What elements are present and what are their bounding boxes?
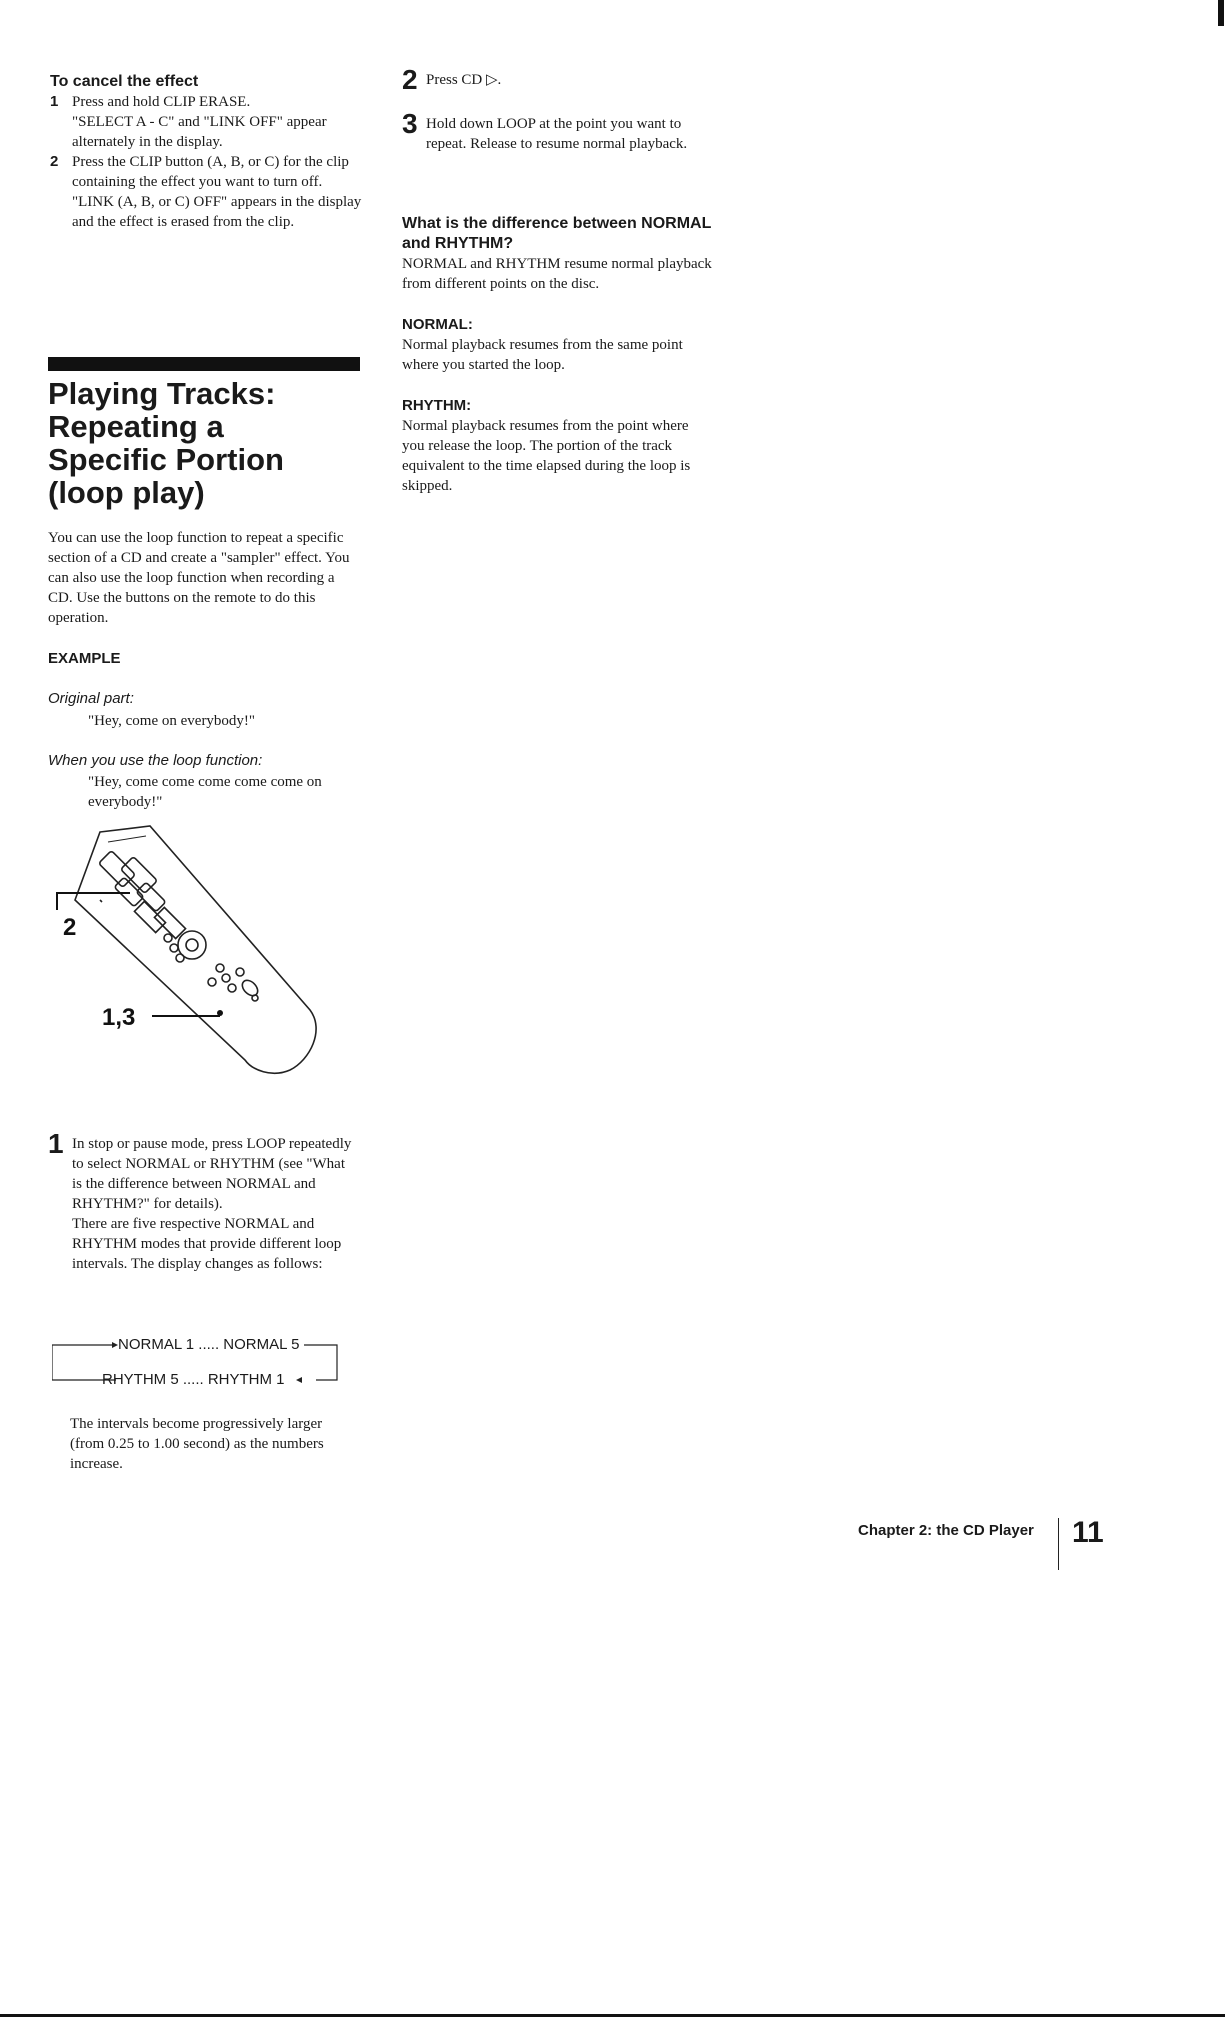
section-rule: [48, 357, 360, 371]
callout-dot: [217, 1010, 223, 1016]
step-number: 2: [50, 153, 59, 170]
rhythm-heading: RHYTHM:: [402, 397, 472, 414]
loop-function-label: When you use the loop function:: [48, 752, 263, 769]
original-part-text: "Hey, come on everybody!": [88, 713, 256, 729]
difference-heading: What is the difference between NORMAL and RHYTHM?: [402, 215, 712, 252]
callout-2-label: 2: [63, 914, 77, 941]
difference-section: [402, 214, 712, 294]
step-text: In stop or pause mode, press LOOP repeatedly to select NORMAL or RHYTHM (see "What is the difference between NORMAL and RHYTHM?" for details).: [72, 1136, 352, 1212]
normal-text: Normal playback resumes from the same point where you started the loop.: [402, 337, 683, 373]
loop-step-1: [48, 1128, 358, 1274]
step-number: 3: [402, 108, 418, 139]
rhythm-text: Normal playback resumes from the point where you release the loop. The portion of the track equivalent to the time elapsed during the loop is skipped.: [402, 418, 691, 494]
step-number: 1: [48, 1128, 64, 1159]
step-text: Hold down LOOP at the point you want to repeat. Release to resume normal playback.: [426, 116, 688, 152]
loop-function-text: "Hey, come come come come come on everybody!": [88, 774, 322, 810]
normal-section: [402, 315, 702, 375]
section-title: Playing Tracks: Repeating a Specific Portion (loop play): [48, 376, 284, 510]
example-heading: EXAMPLE: [48, 650, 121, 667]
step-note: "LINK (A, B, or C) OFF" appears in the display and the effect is erased from the clip.: [72, 194, 362, 230]
cancel-step-1: [50, 92, 370, 152]
remote-control-icon: [75, 826, 316, 1073]
loop-step-2: [402, 64, 722, 95]
step-note: "SELECT A - C" and "LINK OFF" appear alternately in the display.: [72, 114, 327, 150]
difference-text: NORMAL and RHYTHM resume normal playback from different points on the disc.: [402, 256, 712, 292]
step-number: 2: [402, 64, 418, 95]
cancel-effect-section: [50, 72, 370, 232]
remote-control-figure: [40, 820, 340, 1080]
callout-13-label: 1,3: [102, 1004, 136, 1031]
original-part-label: Original part:: [48, 690, 134, 707]
intro-paragraph: You can use the loop function to repeat a specific section of a CD and create a "sampler" effect. You can also use the loop function when recording a CD. Use the buttons on the remote to do this operation.: [48, 530, 350, 626]
edge-mark: [1218, 0, 1224, 26]
page-number: 11: [1072, 1516, 1104, 1549]
step-number: 1: [50, 93, 59, 110]
cycle-rhythm-row: RHYTHM 5 ..... RHYTHM 1: [102, 1371, 285, 1388]
cancel-heading: To cancel the effect: [50, 73, 199, 90]
step-text-2: There are five respective NORMAL and RHYTHM modes that provide different loop intervals. The display changes as follows:: [72, 1216, 342, 1272]
footer-divider: [1058, 1518, 1059, 1570]
cancel-step-2: [50, 152, 370, 232]
callout-lines: [57, 893, 220, 1016]
step-text: Press CD ▷.: [426, 72, 502, 88]
cycle-normal-row: NORMAL 1 ..... NORMAL 5: [118, 1336, 300, 1353]
chapter-label: Chapter 2: the CD Player: [858, 1522, 1034, 1539]
mode-cycle-diagram: [52, 1338, 340, 1388]
normal-heading: NORMAL:: [402, 316, 473, 333]
rhythm-section: [402, 396, 702, 496]
loop-step-3: [402, 108, 722, 154]
step-text: Press and hold CLIP ERASE.: [72, 94, 251, 110]
step-text: Press the CLIP button (A, B, or C) for the clip containing the effect you want to turn off.: [72, 154, 349, 190]
interval-note: The intervals become progressively larger (from 0.25 to 1.00 second) as the numbers increase.: [70, 1416, 324, 1472]
